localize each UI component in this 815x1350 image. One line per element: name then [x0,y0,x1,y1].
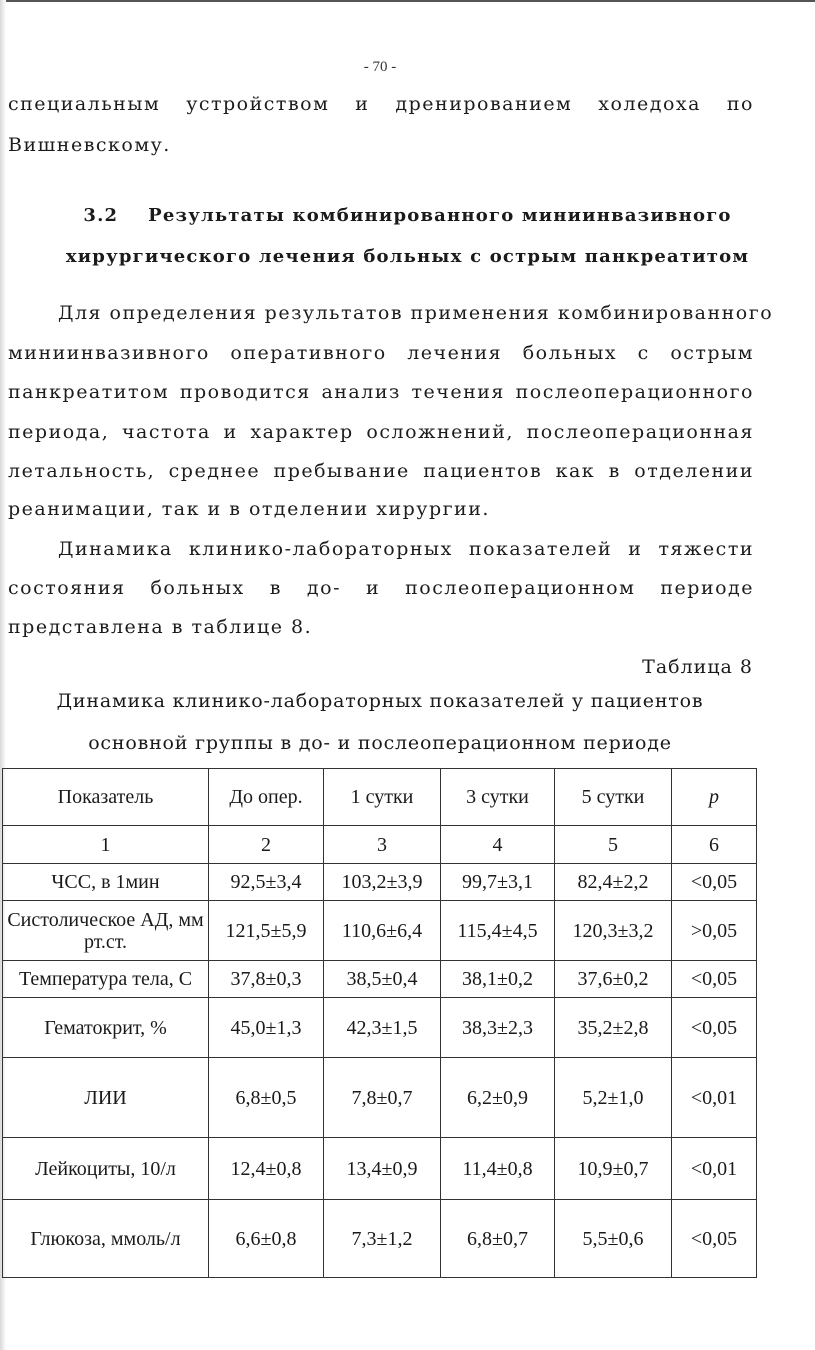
table-cell: <0,01 [672,1138,757,1200]
table-row [3,998,757,1058]
paragraph-line: представлена в таблице 8. [8,616,313,638]
column-number-cell: 1 [3,826,209,864]
table-cell: 37,6±0,2 [555,961,672,998]
row-label-cell: ЛИИ [3,1058,209,1138]
table-cell: 38,3±2,3 [441,998,555,1058]
table-cell: 7,3±1,2 [324,1200,441,1278]
paragraph-line: специальным устройством и дренированием холедоха по [8,93,754,115]
table-cell: <0,05 [672,864,757,901]
column-number-cell: 3 [324,826,441,864]
table-cell: 92,5±3,4 [209,864,324,901]
section-title-continued: хирургического лечения больных с острым панкреатитом [65,246,750,267]
column-number-cell: 2 [209,826,324,864]
table-row [3,1200,757,1278]
table-cell: 10,9±0,7 [555,1138,672,1200]
column-number-cell: 4 [441,826,555,864]
row-label-cell: Гематокрит, % [3,998,209,1058]
paragraph-line: состояния больных в до- и послеоперационном периоде [8,577,754,599]
table-cell: <0,05 [672,961,757,998]
header-cell: 1 сутки [324,769,441,826]
table-cell: <0,05 [672,1200,757,1278]
table-cell: 35,2±2,8 [555,998,672,1058]
row-label-cell: Систолическое АД, мм рт.ст. [3,901,209,961]
table-cell: 12,4±0,8 [209,1138,324,1200]
header-cell: p [672,769,757,826]
table-header-row [3,769,757,826]
table-cell: 37,8±0,3 [209,961,324,998]
table-cell: 99,7±3,1 [441,864,555,901]
page-top-edge [0,0,815,2]
paragraph-line: Динамика клинико-лабораторных показателей и тяжести [58,538,754,560]
table-cell: 82,4±2,2 [555,864,672,901]
table-cell: 11,4±0,8 [441,1138,555,1200]
paragraph-line: периода, частота и характер осложнений, послеоперационная [8,421,754,443]
table-row [3,1138,757,1200]
table-cell: 110,6±6,4 [324,901,441,961]
table-cell: 6,8±0,5 [209,1058,324,1138]
table-row [3,961,757,998]
table-caption-continued: основной группы в до- и послеоперационном периоде [88,732,672,754]
table-cell: <0,05 [672,998,757,1058]
column-number-cell: 5 [555,826,672,864]
table-cell: 103,2±3,9 [324,864,441,901]
paragraph-line: Для определения результатов применения комбинированного [58,302,774,324]
paragraph-line: панкреатитом проводится анализ течения послеоперационного [8,381,754,403]
table-column-number-row [3,826,757,864]
table-cell: <0,01 [672,1058,757,1138]
header-cell: До опер. [209,769,324,826]
paragraph-line: Вишневскому. [8,134,171,156]
header-cell: 3 сутки [441,769,555,826]
page-number: - 70 - [363,59,397,75]
paragraph-line: реанимации, так и в отделении хирургии. [8,498,490,520]
table-cell: 5,2±1,0 [555,1058,672,1138]
table-cell: 6,2±0,9 [441,1058,555,1138]
table-cell: 45,0±1,3 [209,998,324,1058]
table-cell: 5,5±0,6 [555,1200,672,1278]
table-cell: 38,1±0,2 [441,961,555,998]
row-label-cell: Лейкоциты, 10/л [3,1138,209,1200]
table-cell: 115,4±4,5 [441,901,555,961]
table-cell: 13,4±0,9 [324,1138,441,1200]
table-cell: >0,05 [672,901,757,961]
row-label-cell: Температура тела, С [3,961,209,998]
paragraph-line: миниинвазивного оперативного лечения больных с острым [8,342,754,364]
table-row [3,901,757,961]
table-number: Таблица 8 [642,656,753,678]
column-number-cell: 6 [672,826,757,864]
row-label-cell: ЧСС, в 1мин [3,864,209,901]
table-cell: 6,8±0,7 [441,1200,555,1278]
section-title: 3.2 Результаты комбинированного миниинвазивного [83,205,732,226]
header-cell: 5 сутки [555,769,672,826]
table-caption: Динамика клинико-лабораторных показателей у пациентов [56,690,704,712]
header-cell: Показатель [3,769,209,826]
paragraph-line: летальность, среднее пребывание пациентов как в отделении [8,460,754,482]
table-cell: 120,3±3,2 [555,901,672,961]
row-label-cell: Глюкоза, ммоль/л [3,1200,209,1278]
data-table [2,768,757,1278]
table-cell: 38,5±0,4 [324,961,441,998]
table-row [3,1058,757,1138]
table-cell: 7,8±0,7 [324,1058,441,1138]
table-cell: 6,6±0,8 [209,1200,324,1278]
table-row [3,864,757,901]
table-cell: 121,5±5,9 [209,901,324,961]
table-cell: 42,3±1,5 [324,998,441,1058]
